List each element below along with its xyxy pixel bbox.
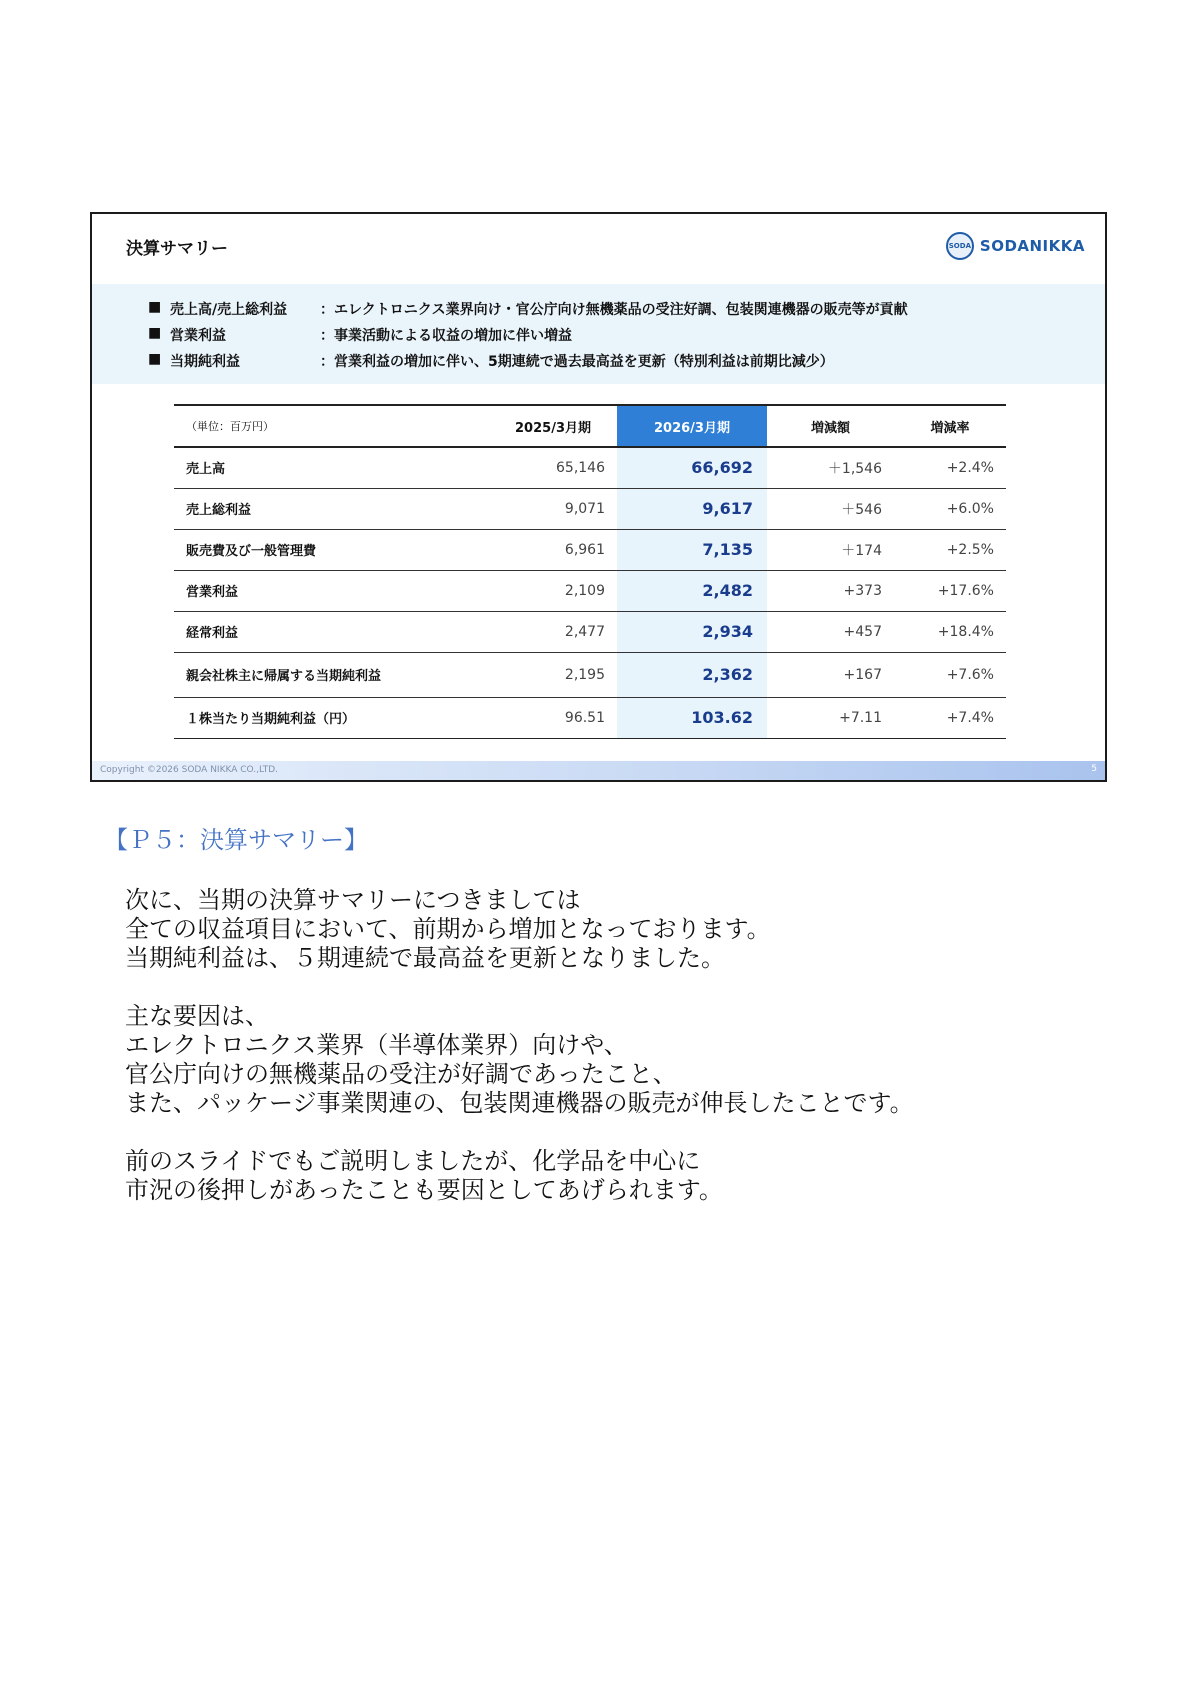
column-header-change: 増減額	[810, 420, 850, 436]
slide-thumbnail	[90, 212, 1107, 782]
table-row	[174, 529, 1006, 570]
table-row	[174, 447, 1006, 488]
table-row	[174, 488, 1006, 529]
change-value: +7.11	[839, 709, 882, 726]
summary-text: ：エレクトロニクス業界向け・官公庁向け無機薬品の受注好調、包装関連機器の販売等が貢献	[320, 302, 908, 318]
row-label: 売上高	[186, 462, 226, 478]
change-value: ＋1,546	[827, 460, 882, 477]
financial-summary-table	[174, 404, 1006, 739]
table-row	[174, 570, 1006, 611]
change-value: +167	[843, 666, 882, 683]
script-paragraph	[125, 1002, 914, 1118]
script-paragraph	[125, 886, 914, 973]
current-value: 66,692	[617, 447, 767, 488]
column-header-rate: 増減率	[930, 420, 970, 436]
script-line: また、パッケージ事業関連の、包装関連機器の販売が伸長したことです。	[125, 1089, 914, 1117]
script-paragraph	[125, 1147, 914, 1205]
rate-value: +7.6%	[946, 666, 994, 683]
script-line: 全ての収益項目において、前期から増加となっております。	[125, 915, 771, 943]
change-value: +457	[843, 623, 882, 640]
rate-value: +2.5%	[946, 541, 994, 558]
summary-text: ：営業利益の増加に伴い、5期連続で過去最高益を更新（特別利益は前期比減少）	[320, 354, 834, 370]
square-bullet-icon: ■	[148, 325, 162, 341]
rate-value: +7.4%	[946, 709, 994, 726]
current-value: 103.62	[617, 697, 767, 738]
table-row	[174, 697, 1006, 738]
current-value: 2,482	[617, 570, 767, 611]
prev-value: 96.51	[564, 709, 605, 726]
logo-mark-icon: SODA	[946, 232, 974, 260]
table-row	[174, 611, 1006, 652]
notes-heading: 【Ｐ５：決算サマリー】	[104, 826, 368, 854]
prev-value: 2,477	[564, 623, 605, 640]
current-value: 2,362	[617, 652, 767, 697]
summary-label: 売上高/売上総利益	[170, 302, 288, 318]
current-value: 2,934	[617, 611, 767, 652]
row-label: １株当たり当期純利益（円）	[186, 712, 356, 727]
script-line: 官公庁向けの無機薬品の受注が好調であったこと、	[125, 1060, 677, 1088]
summary-item	[148, 299, 908, 319]
speaker-script	[125, 886, 914, 1234]
slide-footer	[92, 761, 1105, 780]
summary-item	[148, 325, 572, 345]
script-line: 市況の後押しがあったことも要因としてあげられます。	[125, 1176, 723, 1204]
change-value: +373	[843, 582, 882, 599]
prev-value: 6,961	[564, 541, 605, 558]
summary-label: 当期純利益	[170, 354, 240, 370]
prev-value: 65,146	[556, 459, 605, 476]
row-label: 営業利益	[186, 585, 239, 600]
row-label: 売上総利益	[186, 503, 252, 518]
summary-label: 営業利益	[170, 328, 226, 344]
row-label: 親会社株主に帰属する当期純利益	[186, 669, 382, 684]
rate-value: +17.6%	[937, 582, 994, 599]
column-header-current-year: 2026/3月期	[617, 405, 767, 447]
prev-value: 2,195	[564, 666, 605, 683]
square-bullet-icon: ■	[148, 299, 162, 315]
slide-title: 決算サマリー	[126, 239, 228, 259]
slide-page-number: 5	[1091, 764, 1097, 774]
copyright-text: Copyright ©2026 SODA NIKKA CO.,LTD.	[100, 765, 279, 775]
current-value: 9,617	[617, 488, 767, 529]
table-header-row	[174, 405, 1006, 447]
row-label: 経常利益	[186, 626, 239, 641]
summary-text: ：事業活動による収益の増加に伴い増益	[320, 328, 572, 344]
script-line: 次に、当期の決算サマリーにつきましては	[125, 886, 581, 914]
script-line: エレクトロニクス業界（半導体業界）向けや、	[125, 1031, 628, 1059]
change-value: ＋174	[841, 542, 882, 559]
rate-value: +18.4%	[937, 623, 994, 640]
unit-label: （単位：百万円）	[186, 420, 274, 433]
rate-value: +6.0%	[946, 500, 994, 517]
summary-item	[148, 351, 834, 371]
change-value: ＋546	[841, 501, 882, 518]
summary-box	[92, 284, 1105, 384]
script-line: 当期純利益は、５期連続で最高益を更新となりました。	[125, 944, 725, 972]
column-header-prev-year: 2025/3月期	[515, 420, 591, 436]
logo-text: SODANIKKA	[979, 237, 1085, 255]
rate-value: +2.4%	[946, 459, 994, 476]
table-row	[174, 652, 1006, 697]
row-label: 販売費及び一般管理費	[186, 544, 317, 559]
script-line: 前のスライドでもご説明しましたが、化学品を中心に	[125, 1147, 701, 1175]
company-logo	[946, 232, 1085, 260]
current-value: 7,135	[617, 529, 767, 570]
prev-value: 9,071	[564, 500, 605, 517]
prev-value: 2,109	[564, 582, 605, 599]
script-line: 主な要因は、	[125, 1002, 269, 1030]
square-bullet-icon: ■	[148, 351, 162, 367]
